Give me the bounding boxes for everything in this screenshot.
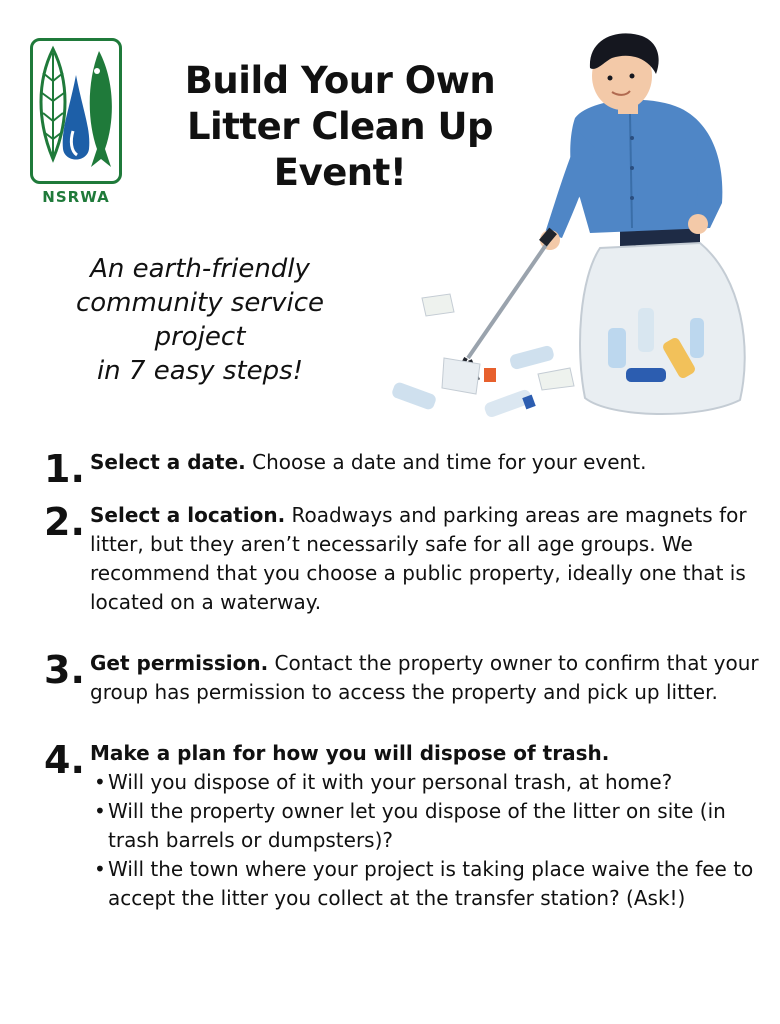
title-line: Event! bbox=[273, 151, 407, 194]
litter-pickup-icon bbox=[380, 28, 760, 428]
subtitle-line: in 7 easy steps! bbox=[96, 356, 304, 386]
subtitle-line: community service bbox=[75, 288, 324, 318]
step-heading: Select a location. bbox=[90, 503, 286, 527]
step-text bbox=[90, 448, 764, 477]
logo-frame bbox=[30, 38, 122, 184]
step-number: 4. bbox=[44, 738, 85, 782]
step-text bbox=[90, 501, 764, 617]
bullet-text: Will you dispose of it with your personal trash, at home? bbox=[108, 770, 673, 794]
subtitle bbox=[40, 252, 360, 388]
title-line: Litter Clean Up bbox=[186, 105, 493, 148]
step-heading: Get permission. bbox=[90, 651, 269, 675]
step-heading: Make a plan for how you will dispose of trash. bbox=[90, 741, 610, 765]
step-body: Choose a date and time for your event. bbox=[245, 450, 647, 474]
step-item bbox=[44, 649, 764, 707]
bullet-text: Will the property owner let you dispose of the litter on site (in trash barrels or dumpsters)? bbox=[108, 799, 726, 852]
step-text bbox=[90, 649, 764, 707]
step-number: 3. bbox=[44, 648, 85, 692]
step-number: 1. bbox=[44, 447, 85, 491]
steps-list bbox=[44, 448, 764, 913]
bullet-item: • Will you dispose of it with your personal trash, at home? bbox=[94, 770, 673, 794]
title-line: Build Your Own bbox=[184, 59, 496, 102]
bullet-item: • Will the town where your project is taking place waive the fee to accept the litter you collect at the transfer station? (Ask!) bbox=[94, 857, 754, 910]
bullet-list bbox=[90, 768, 764, 913]
bullet-text: Will the town where your project is taking place waive the fee to accept the litter you collect at the transfer station? (Ask!) bbox=[108, 857, 754, 910]
step-body: Contact the property owner to confirm that your group has permission to access the property and pick up litter. bbox=[90, 651, 759, 704]
logo-text: NSRWA bbox=[42, 188, 110, 206]
step-heading: Select a date. bbox=[90, 450, 246, 474]
step-item bbox=[44, 447, 764, 491]
bullet-item: • Will the property owner let you dispose of the litter on site (in trash barrels or dumpsters)? bbox=[94, 799, 726, 852]
step-text bbox=[90, 739, 764, 768]
subtitle-line: An earth-friendly bbox=[90, 254, 310, 284]
leaf-water-fish-icon bbox=[33, 41, 119, 181]
step-item bbox=[44, 739, 764, 913]
nsrwa-logo bbox=[30, 38, 128, 206]
step-body: Roadways and parking areas are magnets for litter, but they aren’t necessarily safe for all age groups. We recommend that you choose a public property, ideally one that is located on a waterway. bbox=[90, 503, 747, 614]
person-picking-up-litter-illustration bbox=[380, 28, 760, 428]
subtitle-line: project bbox=[154, 322, 246, 352]
step-item bbox=[44, 501, 764, 617]
step-number: 2. bbox=[44, 500, 85, 544]
